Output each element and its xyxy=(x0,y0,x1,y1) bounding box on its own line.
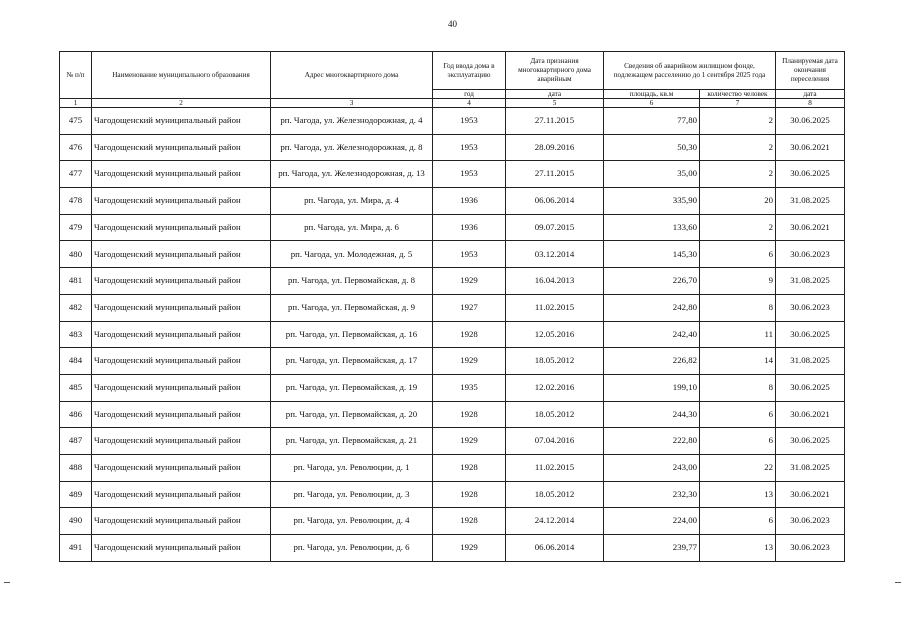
cell-area: 232,30 xyxy=(604,481,700,508)
column-number: 5 xyxy=(506,99,604,108)
cell-recognition-date: 07.04.2016 xyxy=(506,428,604,455)
cell-year: 1953 xyxy=(433,108,506,135)
column-number: 7 xyxy=(700,99,776,108)
cell-planned-date: 30.06.2025 xyxy=(776,428,845,455)
cell-year: 1953 xyxy=(433,161,506,188)
subheader-date: дата xyxy=(506,90,604,99)
cell-recognition-date: 11.02.2015 xyxy=(506,294,604,321)
cell-recognition-date: 06.06.2014 xyxy=(506,188,604,215)
cell-municipality: Чагодощенский муниципальный район xyxy=(92,268,271,295)
subheader-people: количество человек xyxy=(700,90,776,99)
table-row xyxy=(60,535,845,562)
cell-recognition-date: 06.06.2014 xyxy=(506,535,604,562)
cell-planned-date: 30.06.2025 xyxy=(776,374,845,401)
cell-address: рп. Чагода, ул. Мира, д. 4 xyxy=(271,188,433,215)
cell-people: 8 xyxy=(700,374,776,401)
table-row xyxy=(60,214,845,241)
cell-planned-date: 30.06.2023 xyxy=(776,508,845,535)
cell-area: 243,00 xyxy=(604,454,700,481)
column-number: 3 xyxy=(271,99,433,108)
cell-address: рп. Чагода, ул. Революции, д. 1 xyxy=(271,454,433,481)
cell-year: 1929 xyxy=(433,535,506,562)
cell-address: рп. Чагода, ул. Революции, д. 3 xyxy=(271,481,433,508)
cell-year: 1929 xyxy=(433,268,506,295)
header-num: № п/п xyxy=(60,52,92,99)
cell-address: рп. Чагода, ул. Железнодорожная, д. 4 xyxy=(271,108,433,135)
cell-people: 2 xyxy=(700,134,776,161)
cell-area: 242,40 xyxy=(604,321,700,348)
page-number: 40 xyxy=(448,19,457,29)
cell-address: рп. Чагода, ул. Первомайская, д. 19 xyxy=(271,374,433,401)
cell-num: 479 xyxy=(60,214,92,241)
cell-recognition-date: 11.02.2015 xyxy=(506,454,604,481)
cell-num: 482 xyxy=(60,294,92,321)
cell-address: рп. Чагода, ул. Первомайская, д. 21 xyxy=(271,428,433,455)
cell-planned-date: 31.08.2025 xyxy=(776,348,845,375)
cell-recognition-date: 27.11.2015 xyxy=(506,161,604,188)
cell-recognition-date: 03.12.2014 xyxy=(506,241,604,268)
header-planned-date: Планируемая дата окончания переселения xyxy=(776,52,845,90)
cell-planned-date: 30.06.2021 xyxy=(776,401,845,428)
cell-people: 22 xyxy=(700,454,776,481)
cell-year: 1953 xyxy=(433,241,506,268)
cell-municipality: Чагодощенский муниципальный район xyxy=(92,214,271,241)
emergency-housing-table xyxy=(59,51,845,562)
table-header xyxy=(60,52,845,108)
column-number: 6 xyxy=(604,99,700,108)
cell-planned-date: 30.06.2023 xyxy=(776,535,845,562)
subheader-planned: дата xyxy=(776,90,845,99)
cell-year: 1936 xyxy=(433,188,506,215)
cell-num: 483 xyxy=(60,321,92,348)
table-row xyxy=(60,108,845,135)
table-row xyxy=(60,374,845,401)
cell-people: 11 xyxy=(700,321,776,348)
cell-people: 14 xyxy=(700,348,776,375)
cell-people: 2 xyxy=(700,214,776,241)
cell-municipality: Чагодощенский муниципальный район xyxy=(92,134,271,161)
cell-num: 489 xyxy=(60,481,92,508)
housing-table-container xyxy=(59,51,844,562)
header-fund-info: Сведения об аварийном жилищном фонде, подлежащем расселению до 1 сентября 2025 года xyxy=(604,52,776,90)
column-number: 8 xyxy=(776,99,845,108)
cell-planned-date: 31.08.2025 xyxy=(776,268,845,295)
cell-people: 8 xyxy=(700,294,776,321)
cell-num: 490 xyxy=(60,508,92,535)
cell-planned-date: 30.06.2025 xyxy=(776,161,845,188)
cell-planned-date: 30.06.2023 xyxy=(776,241,845,268)
cell-address: рп. Чагода, ул. Первомайская, д. 16 xyxy=(271,321,433,348)
cell-address: рп. Чагода, ул. Первомайская, д. 17 xyxy=(271,348,433,375)
header-recognition-date: Дата признания многоквартирного дома аварийным xyxy=(506,52,604,90)
cell-num: 477 xyxy=(60,161,92,188)
cell-people: 13 xyxy=(700,481,776,508)
cell-num: 488 xyxy=(60,454,92,481)
cell-municipality: Чагодощенский муниципальный район xyxy=(92,374,271,401)
cell-recognition-date: 27.11.2015 xyxy=(506,108,604,135)
table-row xyxy=(60,428,845,455)
cell-address: рп. Чагода, ул. Первомайская, д. 9 xyxy=(271,294,433,321)
cell-area: 222,80 xyxy=(604,428,700,455)
cell-municipality: Чагодощенский муниципальный район xyxy=(92,321,271,348)
cell-municipality: Чагодощенский муниципальный район xyxy=(92,428,271,455)
cell-year: 1928 xyxy=(433,401,506,428)
cell-municipality: Чагодощенский муниципальный район xyxy=(92,161,271,188)
table-row xyxy=(60,348,845,375)
table-row xyxy=(60,401,845,428)
cell-people: 6 xyxy=(700,428,776,455)
cell-recognition-date: 18.05.2012 xyxy=(506,481,604,508)
cell-municipality: Чагодощенский муниципальный район xyxy=(92,401,271,428)
cell-num: 478 xyxy=(60,188,92,215)
cell-people: 2 xyxy=(700,108,776,135)
header-year: Год ввода дома в эксплуатацию xyxy=(433,52,506,90)
table-row xyxy=(60,294,845,321)
cell-year: 1953 xyxy=(433,134,506,161)
table-body xyxy=(60,108,845,562)
table-row xyxy=(60,188,845,215)
cell-municipality: Чагодощенский муниципальный район xyxy=(92,241,271,268)
cell-num: 484 xyxy=(60,348,92,375)
cell-year: 1927 xyxy=(433,294,506,321)
cell-planned-date: 30.06.2021 xyxy=(776,134,845,161)
cell-municipality: Чагодощенский муниципальный район xyxy=(92,294,271,321)
cell-area: 145,30 xyxy=(604,241,700,268)
left-edge-mark xyxy=(4,582,10,583)
cell-area: 133,60 xyxy=(604,214,700,241)
cell-area: 77,80 xyxy=(604,108,700,135)
cell-address: рп. Чагода, ул. Революции, д. 4 xyxy=(271,508,433,535)
cell-address: рп. Чагода, ул. Молодежная, д. 5 xyxy=(271,241,433,268)
cell-address: рп. Чагода, ул. Первомайская, д. 20 xyxy=(271,401,433,428)
cell-area: 244,30 xyxy=(604,401,700,428)
cell-num: 487 xyxy=(60,428,92,455)
table-row xyxy=(60,241,845,268)
cell-people: 2 xyxy=(700,161,776,188)
cell-municipality: Чагодощенский муниципальный район xyxy=(92,454,271,481)
cell-recognition-date: 09.07.2015 xyxy=(506,214,604,241)
cell-address: рп. Чагода, ул. Железнодорожная, д. 13 xyxy=(271,161,433,188)
cell-address: рп. Чагода, ул. Мира, д. 6 xyxy=(271,214,433,241)
table-row xyxy=(60,454,845,481)
cell-year: 1928 xyxy=(433,481,506,508)
cell-num: 486 xyxy=(60,401,92,428)
header-address: Адрес многоквартирного дома xyxy=(271,52,433,99)
cell-area: 242,80 xyxy=(604,294,700,321)
cell-municipality: Чагодощенский муниципальный район xyxy=(92,481,271,508)
subheader-year: год xyxy=(433,90,506,99)
cell-municipality: Чагодощенский муниципальный район xyxy=(92,535,271,562)
cell-recognition-date: 24.12.2014 xyxy=(506,508,604,535)
cell-people: 6 xyxy=(700,401,776,428)
cell-planned-date: 30.06.2025 xyxy=(776,108,845,135)
cell-people: 6 xyxy=(700,508,776,535)
cell-recognition-date: 12.05.2016 xyxy=(506,321,604,348)
cell-area: 224,00 xyxy=(604,508,700,535)
cell-year: 1928 xyxy=(433,321,506,348)
cell-num: 485 xyxy=(60,374,92,401)
cell-people: 6 xyxy=(700,241,776,268)
cell-municipality: Чагодощенский муниципальный район xyxy=(92,108,271,135)
table-row xyxy=(60,508,845,535)
cell-recognition-date: 12.02.2016 xyxy=(506,374,604,401)
cell-recognition-date: 16.04.2013 xyxy=(506,268,604,295)
cell-num: 491 xyxy=(60,535,92,562)
cell-year: 1935 xyxy=(433,374,506,401)
cell-num: 480 xyxy=(60,241,92,268)
cell-recognition-date: 28.09.2016 xyxy=(506,134,604,161)
cell-area: 50,30 xyxy=(604,134,700,161)
cell-recognition-date: 18.05.2012 xyxy=(506,401,604,428)
subheader-area: площадь, кв.м xyxy=(604,90,700,99)
cell-planned-date: 30.06.2021 xyxy=(776,214,845,241)
cell-year: 1928 xyxy=(433,508,506,535)
cell-people: 13 xyxy=(700,535,776,562)
cell-planned-date: 30.06.2021 xyxy=(776,481,845,508)
cell-year: 1929 xyxy=(433,348,506,375)
column-number: 4 xyxy=(433,99,506,108)
table-row xyxy=(60,268,845,295)
cell-planned-date: 31.08.2025 xyxy=(776,188,845,215)
cell-municipality: Чагодощенский муниципальный район xyxy=(92,508,271,535)
cell-num: 481 xyxy=(60,268,92,295)
cell-area: 35,00 xyxy=(604,161,700,188)
column-number: 2 xyxy=(92,99,271,108)
cell-num: 475 xyxy=(60,108,92,135)
cell-planned-date: 30.06.2023 xyxy=(776,294,845,321)
cell-planned-date: 31.08.2025 xyxy=(776,454,845,481)
table-row xyxy=(60,161,845,188)
cell-address: рп. Чагода, ул. Железнодорожная, д. 8 xyxy=(271,134,433,161)
table-row xyxy=(60,481,845,508)
cell-num: 476 xyxy=(60,134,92,161)
cell-recognition-date: 18.05.2012 xyxy=(506,348,604,375)
cell-year: 1928 xyxy=(433,454,506,481)
cell-people: 9 xyxy=(700,268,776,295)
cell-planned-date: 30.06.2025 xyxy=(776,321,845,348)
cell-address: рп. Чагода, ул. Первомайская, д. 8 xyxy=(271,268,433,295)
cell-area: 239,77 xyxy=(604,535,700,562)
cell-area: 335,90 xyxy=(604,188,700,215)
cell-municipality: Чагодощенский муниципальный район xyxy=(92,348,271,375)
cell-area: 226,82 xyxy=(604,348,700,375)
header-municipality: Наименование муниципального образования xyxy=(92,52,271,99)
cell-area: 199,10 xyxy=(604,374,700,401)
cell-municipality: Чагодощенский муниципальный район xyxy=(92,188,271,215)
cell-people: 20 xyxy=(700,188,776,215)
table-row xyxy=(60,321,845,348)
table-row xyxy=(60,134,845,161)
column-number: 1 xyxy=(60,99,92,108)
cell-address: рп. Чагода, ул. Революции, д. 6 xyxy=(271,535,433,562)
cell-year: 1929 xyxy=(433,428,506,455)
right-edge-mark xyxy=(895,582,901,583)
cell-area: 226,70 xyxy=(604,268,700,295)
cell-year: 1936 xyxy=(433,214,506,241)
